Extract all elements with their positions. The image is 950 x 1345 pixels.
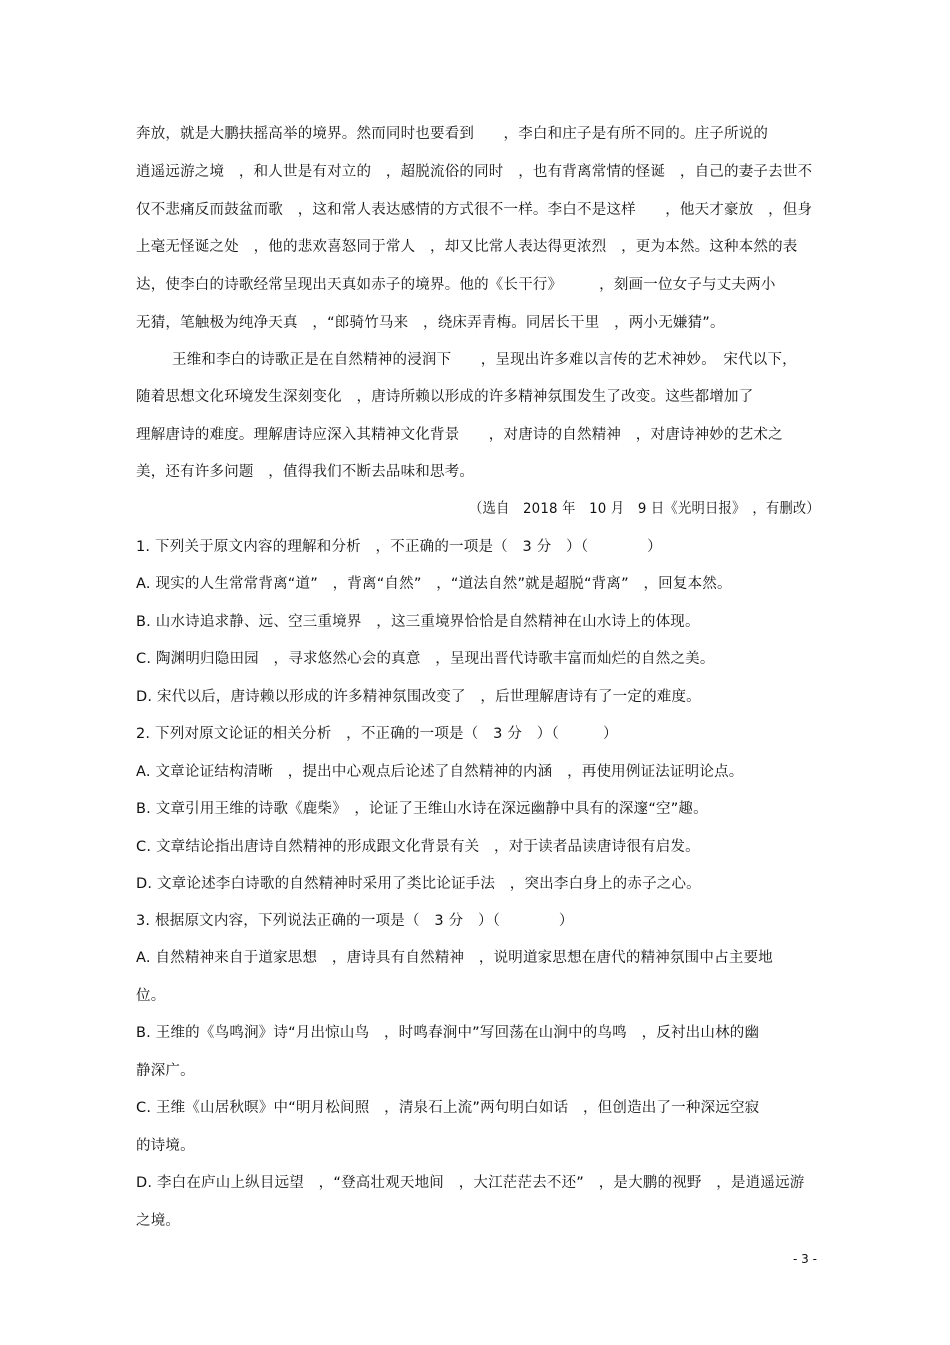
passage-line: 逍遥远游之境 ，和人世是有对立的 ，超脱流俗的同时 ，也有背离常情的怪诞 ，自己的妻子去世不 [136,164,813,180]
question-3-option-b: B. 王维的《鸟鸣涧》诗“月出惊山鸟 ，时鸣春涧中”写回荡在山涧中的鸟鸣 ，反衬出山林的幽 [136,1025,760,1041]
question-3-option-d: D. 李白在庐山上纵目远望 ，“登高壮观天地间 ，大江茫茫去不还” ，是大鹏的视野 ，是逍遥远游 [136,1175,805,1191]
question-3-option-b-cont: 静深广。 [136,1063,195,1079]
passage-line: 无猜，笔触极为纯净天真 ，“郎骑竹马来 ，绕床弄青梅。同居长干里 ，两小无嫌猜”。 [136,315,725,331]
question-1-option-d: D. 宋代以后，唐诗赖以形成的许多精神氛围改变了 ，后世理解唐诗有了一定的难度。 [136,689,701,705]
passage-line: 美，还有许多问题 ，值得我们不断去品味和思考。 [136,464,475,480]
passage-line: 仅不悲痛反而鼓盆而歌 ，这和常人表达感情的方式很不一样。李白不是这样 ，他天才豪放 ，但身 [136,202,813,218]
question-1-option-b: B. 山水诗追求静、远、空三重境界 ，这三重境界恰恰是自然精神在山水诗上的体现。 [136,614,700,630]
question-1-option-c: C. 陶渊明归隐田园 ，寻求悠然心会的真意 ，呈现出晋代诗歌丰富而灿烂的自然之美。 [136,651,715,667]
passage-line: 随着思想文化环境发生深刻变化 ，唐诗所赖以形成的许多精神氛围发生了改变。这些都增加了 [136,389,754,405]
question-3-option-c-cont: 的诗境。 [136,1138,195,1154]
question-2-stem: 2. 下列对原文论证的相关分析 ，不正确的一项是（ 3 分 ）（ ） [136,726,618,742]
source-citation: （选自 2018 年 10 月 9 日《光明日报》 ，有删改） [469,501,820,517]
question-3-option-c: C. 王维《山居秋暝》中“明月松间照 ，清泉石上流”两句明白如话 ，但创造出了一种深远空寂 [136,1100,760,1116]
question-3-stem: 3. 根据原文内容，下列说法正确的一项是（ 3 分 ）（ ） [136,913,574,929]
question-1-stem: 1. 下列关于原文内容的理解和分析 ，不正确的一项是（ 3 分 ）（ ） [136,539,662,555]
passage-line: 达，使李白的诗歌经常呈现出天真如赤子的境界。他的《长干行》 ，刻画一位女子与丈夫两小 [136,277,776,293]
page-number: - 3 - [793,1252,817,1266]
question-2-option-a: A. 文章论证结构清晰 ，提出中心观点后论述了自然精神的内涵 ，再使用例证法证明论点。 [136,764,744,780]
question-2-option-b: B. 文章引用王维的诗歌《鹿柴》 ，论证了王维山水诗在深远幽静中具有的深邃“空”趣。 [136,801,708,817]
question-2-option-c: C. 文章结论指出唐诗自然精神的形成跟文化背景有关 ，对于读者品读唐诗很有启发。 [136,839,700,855]
question-3-option-d-cont: 之境。 [136,1213,181,1229]
question-1-option-a: A. 现实的人生常常背离“道” ，背离“自然” ，“道法自然”就是超脱“背离” ，回复本然。 [136,576,732,592]
question-3-option-a: A. 自然精神来自于道家思想 ，唐诗具有自然精神 ，说明道家思想在唐代的精神氛围中占主要地 [136,950,773,966]
passage-line: 奔放，就是大鹏扶摇高举的境界。然而同时也要看到 ，李白和庄子是有所不同的。庄子所说的 [136,126,769,142]
question-2-option-d: D. 文章论述李白诗歌的自然精神时采用了类比论证手法 ，突出李白身上的赤子之心。 [136,876,701,892]
passage-line: 王维和李白的诗歌正是在自然精神的浸润下 ，呈现出许多难以言传的艺术神妙。 宋代以下， [172,352,797,368]
passage-line: 上毫无怪诞之处 ，他的悲欢喜怒同于常人 ，却又比常人表达得更浓烈 ，更为本然。这种本然的表 [136,239,798,255]
passage-line: 理解唐诗的难度。理解唐诗应深入其精神文化背景 ，对唐诗的自然精神 ，对唐诗神妙的艺术之 [136,427,783,443]
question-3-option-a-cont: 位。 [136,988,166,1004]
